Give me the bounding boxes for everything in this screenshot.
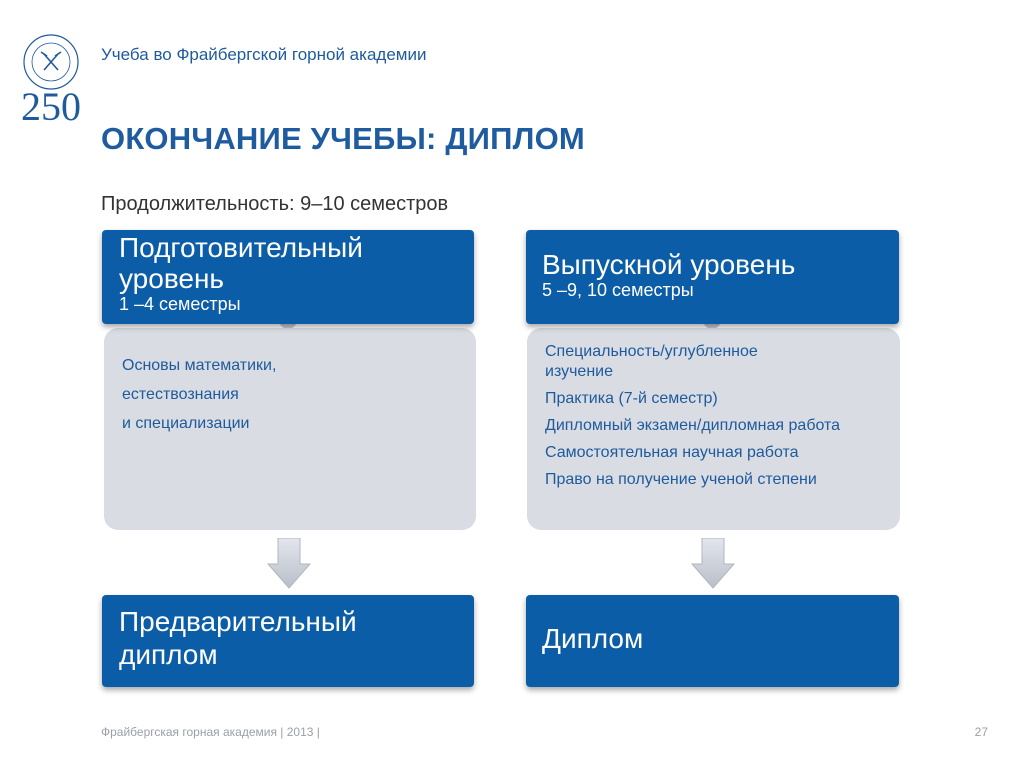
preliminary-diploma-box: [102, 595, 474, 687]
preparatory-level-box: [102, 230, 474, 324]
academy-logo: [6, 28, 96, 128]
page-title: ОКОНЧАНИЕ УЧЕБЫ: ДИПЛОМ: [101, 121, 585, 156]
preparatory-content-panel: [104, 328, 476, 530]
graduate-level-box: [526, 230, 899, 324]
list-item: Дипломный экзамен/дипломная работа: [545, 417, 841, 434]
graduate-content-panel: [527, 328, 900, 530]
footer-text: Фрайбергская горная академия | 2013 |: [101, 725, 320, 739]
list-item: и специализации: [122, 415, 250, 432]
list-item: Основы математики,: [122, 357, 277, 374]
logo-number: 250: [21, 84, 81, 128]
preliminary-diploma-label: Предварительный диплом: [119, 606, 357, 670]
graduate-level-title: Выпускной уровень: [542, 249, 796, 280]
diploma-label: Диплом: [542, 623, 644, 654]
list-item: Практика (7-й семестр): [545, 390, 718, 407]
page-number: 27: [974, 725, 988, 739]
list-item: Специальность/углубленное изучение: [545, 343, 758, 380]
crossed-hammers-icon: [41, 52, 61, 70]
graduate-level-semesters: 5 –9, 10 семестры: [542, 280, 694, 300]
duration-text: Продолжительность: 9–10 семестров: [101, 193, 449, 215]
diploma-box: [526, 595, 899, 687]
list-item: Право на получение ученой степени: [545, 471, 817, 488]
list-item: естествознания: [122, 386, 239, 403]
header-subtitle: Учеба во Фрайбергской горной академии: [101, 45, 427, 64]
down-arrow-icon: [690, 538, 736, 590]
down-arrow-icon: [266, 538, 312, 590]
list-item: Самостоятельная научная работа: [545, 444, 799, 461]
preparatory-level-title: Подготовительный уровень: [119, 232, 363, 294]
preparatory-level-semesters: 1 –4 семестры: [119, 294, 241, 314]
